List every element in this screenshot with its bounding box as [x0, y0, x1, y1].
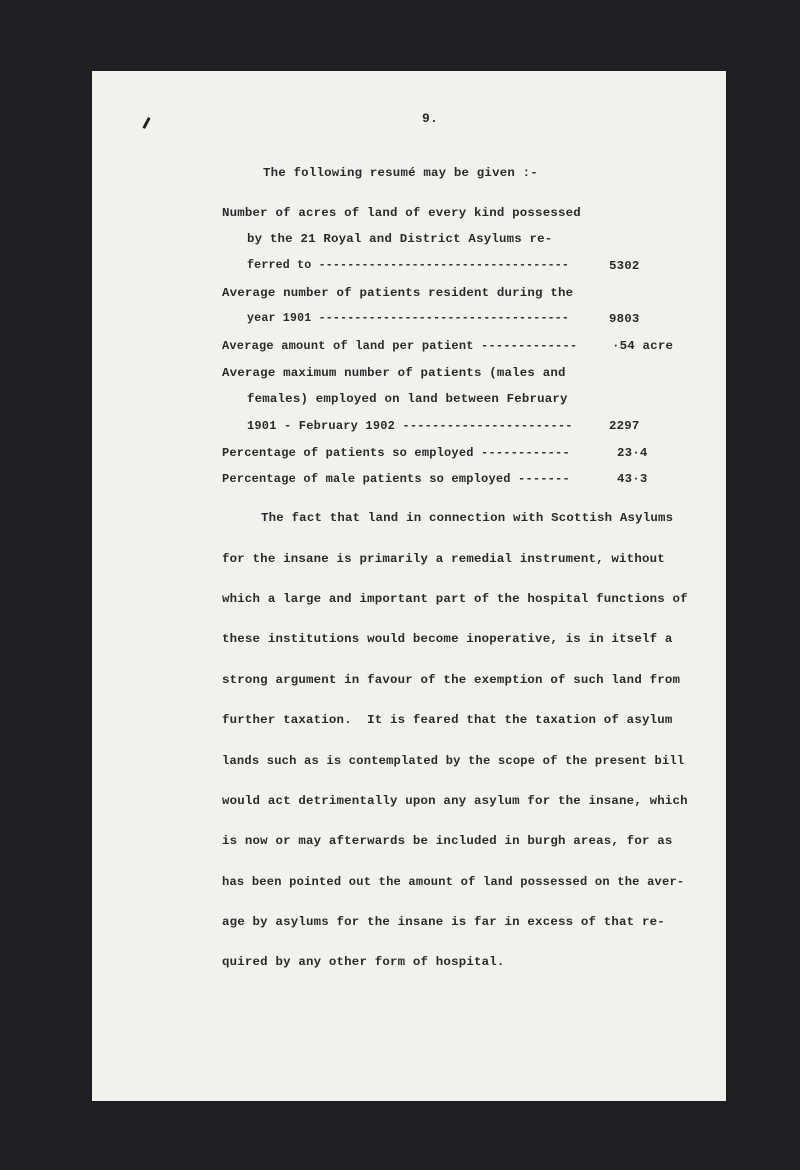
- intro-line: The following resumé may be given :-: [263, 166, 538, 180]
- stat-percentage-line: Percentage of patients so employed ------------: [222, 446, 570, 460]
- paragraph-line: which a large and important part of the hospital functions of: [222, 592, 688, 606]
- stat-patients-line-2: year 1901 -----------------------------------: [247, 312, 570, 325]
- stat-patients-line-1: Average number of patients resident during the: [222, 286, 574, 300]
- stat-acres-value: 5302: [609, 259, 640, 273]
- stat-patients-value: 9803: [609, 312, 640, 326]
- stat-employed-line-2: females) employed on land between February: [247, 392, 568, 406]
- stat-employed-line-3: 1901 - February 1902 -----------------------: [247, 419, 573, 433]
- stat-employed-value: 2297: [609, 419, 640, 433]
- stat-male-percentage-line: Percentage of male patients so employed -------: [222, 472, 570, 486]
- stat-acres-line-2: by the 21 Royal and District Asylums re-: [247, 232, 553, 246]
- paragraph-line: is now or may afterwards be included in burgh areas, for as: [222, 834, 673, 848]
- page-number: 9.: [422, 111, 439, 126]
- paragraph-line: quired by any other form of hospital.: [222, 955, 505, 969]
- paragraph-line: these institutions would become inoperative, is in itself a: [222, 632, 673, 646]
- paragraph-line: strong argument in favour of the exemption of such land from: [222, 673, 681, 687]
- stat-percentage-value: 23·4: [617, 446, 648, 460]
- paragraph-line: The fact that land in connection with Scottish Asylums: [261, 511, 674, 525]
- document-page: [92, 71, 726, 1101]
- paragraph-line: further taxation. It is feared that the taxation of asylum: [222, 713, 673, 727]
- stat-acres-line-3: ferred to -----------------------------------: [247, 259, 570, 272]
- stat-acres-line-1: Number of acres of land of every kind possessed: [222, 206, 581, 220]
- paragraph-line: would act detrimentally upon any asylum for the insane, which: [222, 794, 688, 808]
- paragraph-line: for the insane is primarily a remedial instrument, without: [222, 552, 665, 566]
- stat-employed-line-1: Average maximum number of patients (males and: [222, 366, 566, 380]
- paragraph-line: lands such as is contemplated by the scope of the present bill: [222, 754, 685, 768]
- paragraph-line: has been pointed out the amount of land possessed on the aver-: [222, 875, 685, 889]
- stat-land-per-patient-line: Average amount of land per patient -------------: [222, 339, 578, 353]
- paragraph-line: age by asylums for the insane is far in excess of that re-: [222, 915, 665, 929]
- stat-land-per-patient-value: ·54 acre: [612, 339, 674, 353]
- stat-male-percentage-value: 43·3: [617, 472, 648, 486]
